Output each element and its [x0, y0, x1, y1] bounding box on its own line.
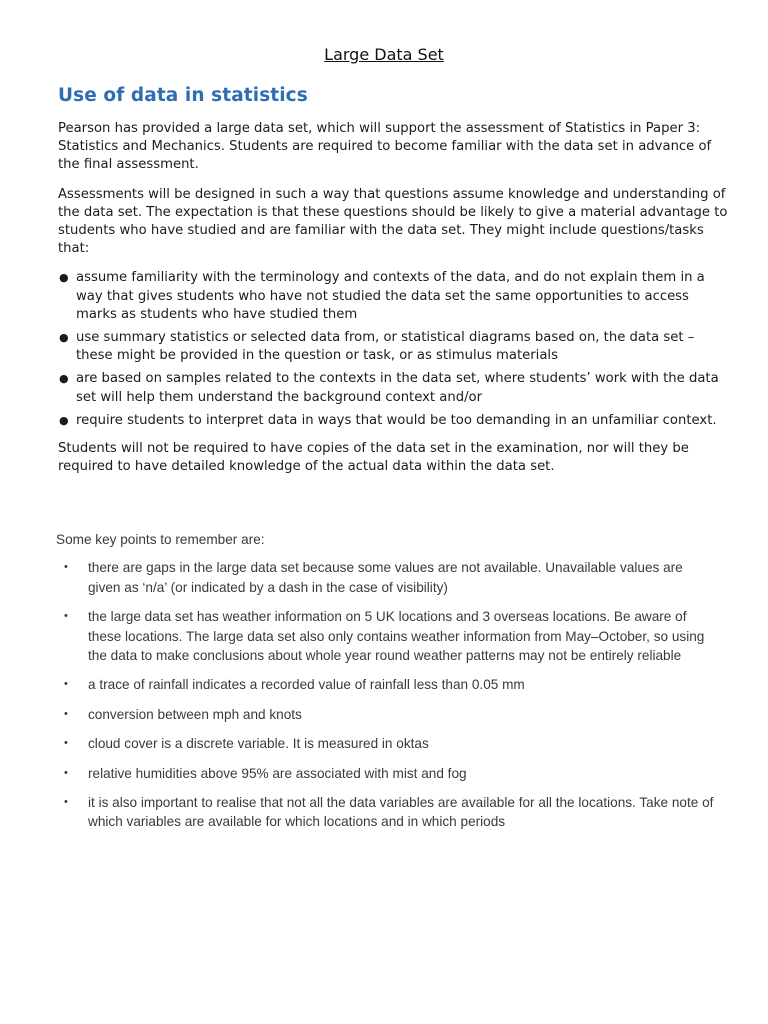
list-item — [56, 764, 716, 783]
section-heading: Use of data in statistics — [58, 85, 308, 106]
list-item-text: use summary statistics or selected data from, or statistical diagrams based on, the data set – these might be provided in the question or task, or as stimulus materials — [76, 330, 695, 364]
list-item — [56, 675, 716, 694]
data-use-section — [58, 120, 728, 487]
task-list — [58, 269, 728, 430]
bullet-icon: • — [64, 678, 68, 691]
bullet-icon: ● — [59, 331, 69, 345]
list-item — [56, 734, 716, 753]
page-title: Large Data Set — [324, 45, 444, 64]
list-item-text: there are gaps in the large data set because some values are not available. Unavailable values are given as ‘n/a’ (or indicated by a dash in the case of visibility) — [88, 560, 683, 595]
bullet-icon: • — [64, 707, 68, 720]
list-item-text: assume familiarity with the terminology and contexts of the data, and do not explain them in a way that gives students who have not studied the data set the same opportunities to access marks as students who have studied them — [76, 270, 705, 322]
bullet-icon: • — [64, 737, 68, 750]
list-item-text: cloud cover is a discrete variable. It is measured in oktas — [88, 736, 429, 752]
intro-paragraph: Pearson has provided a large data set, which will support the assessment of Statistics in Paper 3: Statistics and Mechanics. Students are required to become familiar with the data set in advance of the final assessment. — [58, 121, 712, 173]
bullet-icon: • — [64, 561, 68, 574]
list-item-text: are based on samples related to the contexts in the data set, where students’ work with the data set will help them understand the background context and/or — [76, 371, 719, 405]
key-points-list — [56, 558, 716, 831]
bullet-icon: • — [64, 796, 68, 809]
list-item — [56, 607, 716, 665]
bullet-icon: • — [64, 610, 68, 623]
list-item — [58, 269, 728, 324]
list-item — [58, 329, 728, 365]
list-item-text: relative humidities above 95% are associated with mist and fog — [88, 765, 467, 781]
list-item — [56, 793, 716, 832]
bullet-icon: • — [64, 766, 68, 779]
list-item-text: it is also important to realise that not all the data variables are available for all the locations. Take note of which variables are available for which locations and in which periods — [88, 795, 714, 830]
closing-paragraph: Students will not be required to have copies of the data set in the examination, nor will they be required to have detailed knowledge of the actual data within the data set. — [58, 441, 689, 475]
list-item — [58, 370, 728, 406]
list-item-text: require students to interpret data in ways that would be too demanding in an unfamiliar context. — [76, 412, 717, 428]
bullet-icon: ● — [59, 271, 69, 285]
list-item — [56, 558, 716, 597]
assessment-paragraph: Assessments will be designed in such a way that questions assume knowledge and understanding of the data set. The expectation is that these questions should be likely to give a material advantage to students who have studied and are familiar with the data set. They might include questions/tasks that: — [58, 186, 728, 257]
list-item-text: the large data set has weather information on 5 UK locations and 3 overseas locations. Be aware of these locations. The large data set also only contains weather information from May–October, so using the data to make conclusions about whole year round weather patterns may not be entirely reliable — [88, 609, 705, 664]
list-item — [56, 705, 716, 724]
bullet-icon: ● — [59, 372, 69, 386]
list-item — [58, 412, 728, 430]
key-points-intro: Some key points to remember are: — [56, 532, 265, 547]
list-item-text: a trace of rainfall indicates a recorded value of rainfall less than 0.05 mm — [88, 677, 525, 693]
bullet-icon: ● — [59, 413, 69, 427]
list-item-text: conversion between mph and knots — [88, 706, 302, 722]
key-points-section — [56, 530, 716, 842]
